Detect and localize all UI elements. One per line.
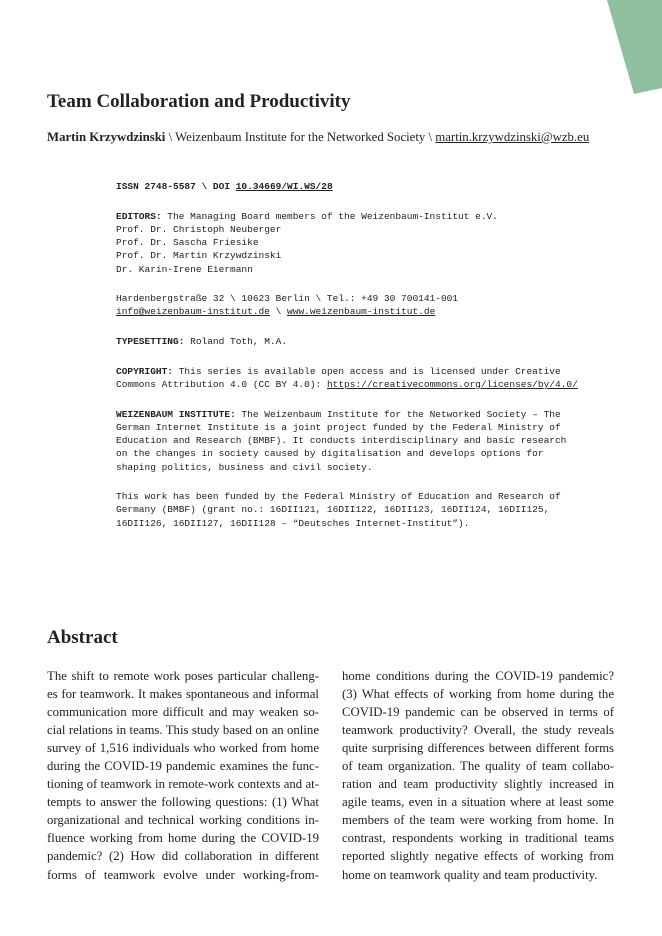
author-institution: Weizenbaum Institute for the Networked Society xyxy=(175,130,426,144)
funding-text: This work has been funded by the Federal Ministry of Education and Research of xyxy=(116,491,561,503)
copyright-text: This series is available open access and is licensed under Creative xyxy=(173,365,561,377)
abstract-column-right xyxy=(342,667,614,884)
editors-block xyxy=(116,210,616,276)
abstract-line: (3) What effects of working from home during the xyxy=(342,687,614,702)
publication-metadata xyxy=(116,180,616,546)
abstract-line: teamwork productivity? Overall, the study reveals xyxy=(342,723,614,738)
abstract-line: agile teams, even in a situation where at least some xyxy=(342,795,614,810)
abstract-line: ration and team productivity slightly increased in xyxy=(342,777,614,792)
abstract-line: es for teamwork. It makes spontaneous and informal xyxy=(47,687,319,702)
editor-name: Dr. Karin-Irene Eiermann xyxy=(116,263,253,275)
abstract-line: fluence working from home during the COVID-19 xyxy=(47,831,319,846)
typesetting-text: Roland Toth, M.A. xyxy=(184,336,288,348)
abstract-line: members of the team were working from home. In xyxy=(342,813,614,828)
separator: \ xyxy=(165,130,176,144)
copyright-label: COPYRIGHT: xyxy=(116,365,174,377)
funding-text: 16DII126, 16DII127, 16DII128 – “Deutsches Internet-Institut”). xyxy=(116,517,470,529)
abstract-line: home conditions during the COVID-19 pandemic? xyxy=(342,669,614,683)
institute-label: WEIZENBAUM INSTITUTE: xyxy=(116,408,236,420)
abstract-line: of team organization. The quality of team collabo- xyxy=(342,759,614,774)
abstract-line: tempts to answer the following questions: (1) What xyxy=(47,795,319,810)
institute-text: German Internet Institute is a joint project funded by the Federal Ministry of xyxy=(116,421,561,433)
abstract-line: organizational and technical working conditions in- xyxy=(47,813,319,828)
separator: \ xyxy=(425,130,436,144)
abstract-line: pandemic? (2) How did collaboration in different xyxy=(47,849,319,864)
abstract-line: communication more difficult and may weaken so- xyxy=(47,705,319,720)
institute-text: Education and Research (BMBF). It conducts interdisciplinary and basic research xyxy=(116,435,567,447)
abstract-line: cial relations in teams. This study based on an online xyxy=(47,723,319,738)
abstract-line: survey of 1,516 individuals who worked from home xyxy=(47,741,319,756)
institute-block xyxy=(116,408,616,474)
abstract-line: reported slightly negative effects of working from xyxy=(342,849,614,864)
address-block xyxy=(116,292,616,318)
institute-website-link[interactable]: www.weizenbaum-institut.de xyxy=(287,306,436,318)
institute-text: shaping politics, business and civil society. xyxy=(116,461,373,473)
abstract-line: home on teamwork quality and team productivity. xyxy=(342,867,598,882)
issn-doi xyxy=(116,180,616,193)
abstract-column-left xyxy=(47,667,319,884)
address-line: Hardenbergstraße 32 \ 10623 Berlin \ Tel.: +49 30 700141-001 xyxy=(116,293,459,305)
corner-tab-decoration xyxy=(607,0,662,94)
editor-name: Prof. Dr. Martin Krzywdzinski xyxy=(116,250,282,262)
abstract-line: tioning of teamwork in remote-work contexts and at- xyxy=(47,777,319,792)
issn-label: ISSN 2748-5587 \ DOI xyxy=(116,181,236,192)
separator: \ xyxy=(269,306,288,318)
funding-text: Germany (BMBF) (grant no.: 16DII121, 16DII122, 16DII123, 16DII124, 16DII125, xyxy=(116,504,550,516)
page-title: Team Collaboration and Productivity xyxy=(47,91,351,112)
abstract-line: during the COVID-19 pandemic examines the func- xyxy=(47,759,319,774)
typesetting-block xyxy=(116,335,616,348)
author-line xyxy=(47,129,627,146)
typesetting-label: TYPESETTING: xyxy=(116,336,185,348)
abstract-line: COVID-19 pandemic can be observed in terms of xyxy=(342,705,614,720)
institute-text: on the changes in society caused by digitalisation and develops options for xyxy=(116,448,544,460)
editor-name: Prof. Dr. Christoph Neuberger xyxy=(116,223,282,235)
abstract-line: forms of teamwork evolve under working-from- xyxy=(47,867,319,882)
institute-email-link[interactable]: info@weizenbaum-institut.de xyxy=(116,306,270,318)
abstract-line: contrast, respondents working in traditional teams xyxy=(342,831,614,846)
abstract-heading: Abstract xyxy=(47,627,118,648)
copyright-block xyxy=(116,365,616,391)
editors-text: The Managing Board members of the Weizenbaum-Institut e.V. xyxy=(161,210,498,222)
editor-name: Prof. Dr. Sascha Friesike xyxy=(116,237,259,249)
institute-text: The Weizenbaum Institute for the Networked Society – The xyxy=(235,408,561,420)
doi-link[interactable]: 10.34669/WI.WS/28 xyxy=(235,181,333,192)
author-name: Martin Krzywdzinski xyxy=(47,130,166,144)
funding-block xyxy=(116,490,616,530)
abstract-line: The shift to remote work poses particular challeng- xyxy=(47,669,319,683)
editors-label: EDITORS: xyxy=(116,210,162,222)
author-email-link[interactable]: martin.krzywdzinski@wzb.eu xyxy=(435,130,590,144)
abstract-line: quite surprising differences between different forms xyxy=(342,741,614,756)
copyright-text: Commons Attribution 4.0 (CC BY 4.0): xyxy=(116,379,327,391)
license-link[interactable]: https://creativecommons.org/licenses/by/4.0/ xyxy=(326,379,578,391)
